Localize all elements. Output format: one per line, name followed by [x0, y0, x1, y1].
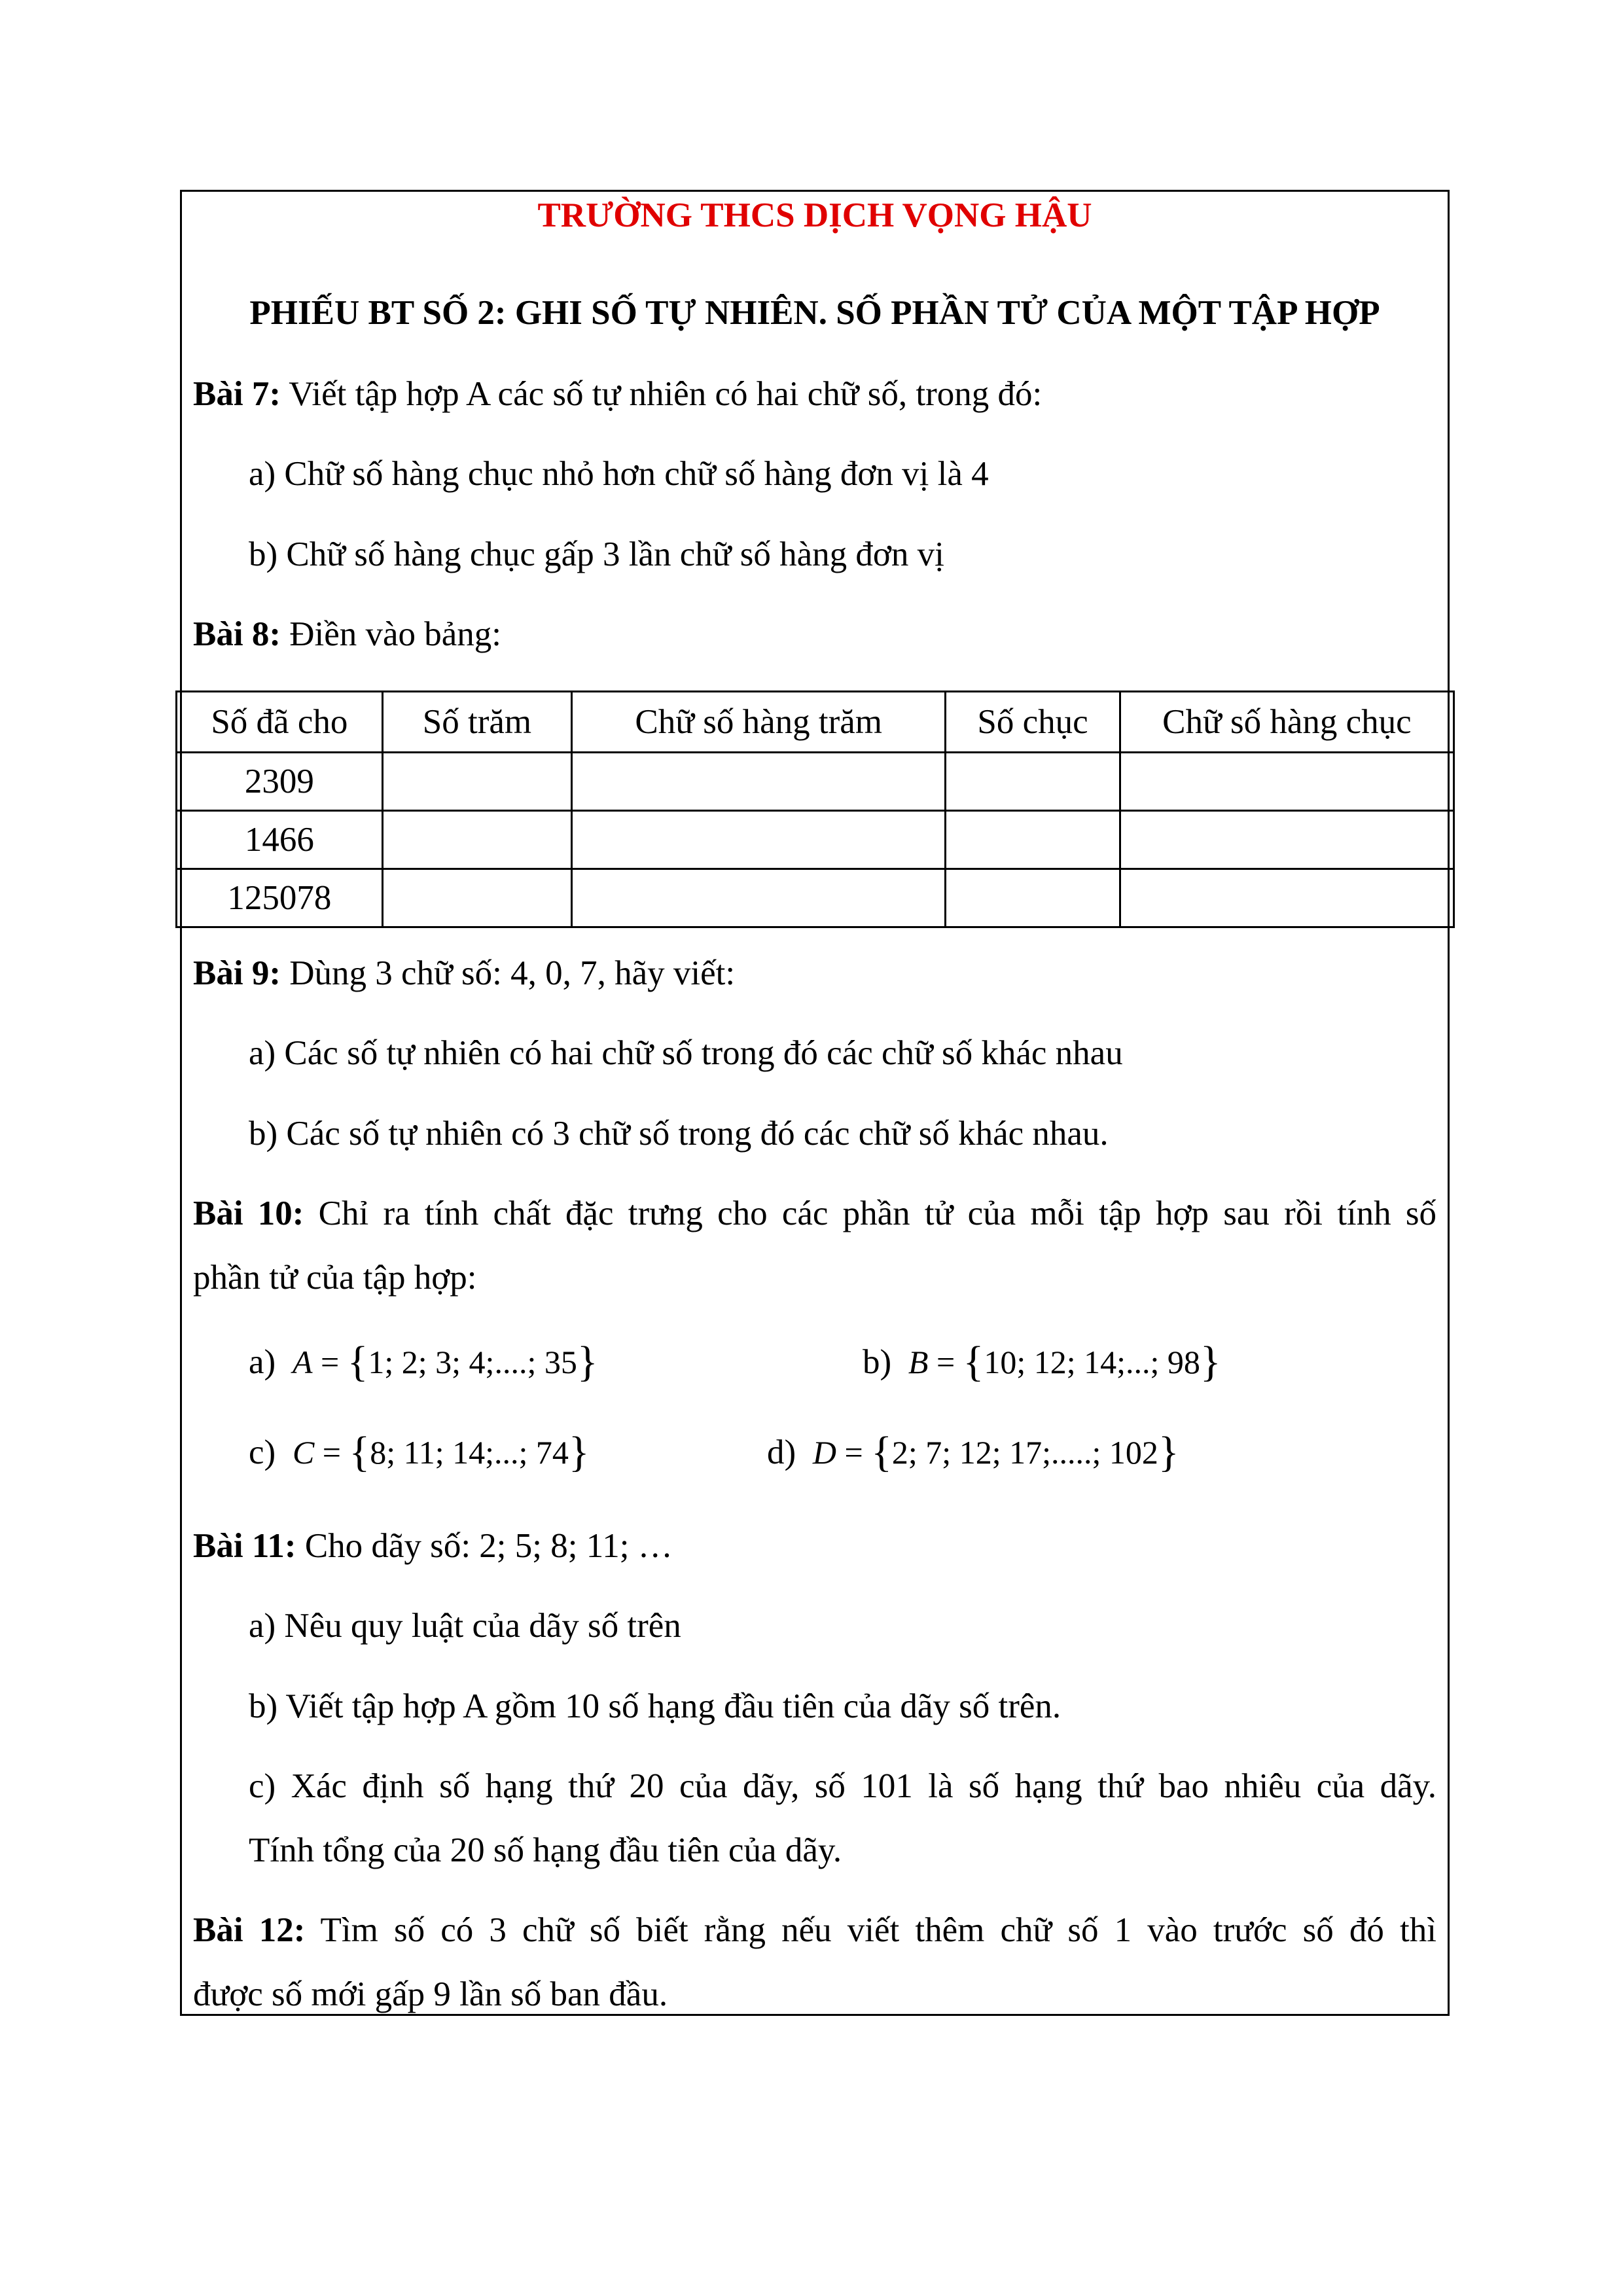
bai11-c: c) Xác định số hạng thứ 20 của dãy, số 101 là số hạng thứ bao nhiêu của dãy.	[249, 1767, 1436, 1805]
bai10-label: Bài 10:	[193, 1194, 304, 1232]
bai9-label: Bài 9:	[193, 954, 281, 992]
table-row	[177, 753, 1454, 811]
table-header: Chữ số hàng chục	[1120, 692, 1454, 753]
table-cell-empty[interactable]	[946, 811, 1120, 869]
set-d-name: D	[812, 1434, 837, 1471]
bai9-prompt	[193, 952, 735, 994]
set-a-elements: 1; 2; 3; 4;....; 35	[368, 1344, 577, 1380]
set-d: d) D = {2; 7; 12; 17;.....; 102}	[767, 1428, 1179, 1476]
bai9-text: Dùng 3 chữ số: 4, 0, 7, hãy viết:	[280, 954, 736, 992]
bai12-prompt	[193, 1909, 1436, 1951]
table-cell-given: 2309	[177, 753, 383, 811]
set-a-name: A	[292, 1344, 313, 1380]
fill-in-table	[175, 691, 1455, 928]
bai11-b: b) Viết tập hợp A gồm 10 số hạng đầu tiên của dãy số trên.	[249, 1687, 1061, 1725]
bai11-text: Cho dãy số: 2; 5; 8; 11; …	[296, 1527, 673, 1565]
table-cell-empty[interactable]	[572, 811, 946, 869]
table-cell-given: 125078	[177, 869, 383, 927]
worksheet-title: PHIẾU BT SỐ 2: GHI SỐ TỰ NHIÊN. SỐ PHẦN TỬ CỦA MỘT TẬP HỢP	[249, 294, 1380, 332]
bai11-label: Bài 11:	[193, 1527, 296, 1565]
set-c-elements: 8; 11; 14;...; 74	[370, 1434, 569, 1471]
bai8-text: Điền vào bảng:	[280, 615, 502, 653]
table-cell-empty[interactable]	[1120, 811, 1454, 869]
set-c-label: c)	[249, 1433, 276, 1471]
bai10-prompt-cont: phần tử của tập hợp:	[193, 1259, 477, 1297]
table-cell-empty[interactable]	[946, 869, 1120, 927]
table-cell-empty[interactable]	[1120, 753, 1454, 811]
set-c-name: C	[292, 1434, 315, 1471]
bai9-a: a) Các số tự nhiên có hai chữ số trong đó các chữ số khác nhau	[249, 1034, 1123, 1072]
bai7-label: Bài 7:	[193, 375, 281, 413]
table-cell-empty[interactable]	[382, 753, 572, 811]
bai11-a: a) Nêu quy luật của dãy số trên	[249, 1607, 681, 1645]
set-b-label: b)	[863, 1343, 892, 1381]
set-d-elements: 2; 7; 12; 17;.....; 102	[891, 1434, 1158, 1471]
table-cell-given: 1466	[177, 811, 383, 869]
set-c: c) C = {8; 11; 14;...; 74}	[249, 1428, 590, 1476]
bai11-c-cont: Tính tổng của 20 số hạng đầu tiên của dãy.	[249, 1831, 842, 1869]
bai10-text: Chỉ ra tính chất đặc trưng cho các phần tử của mỗi tập hợp sau rồi tính số	[304, 1194, 1436, 1232]
bai10-prompt	[193, 1193, 1436, 1234]
table-cell-empty[interactable]	[382, 869, 572, 927]
table-cell-empty[interactable]	[572, 753, 946, 811]
table-header-row	[177, 692, 1454, 753]
table-cell-empty[interactable]	[382, 811, 572, 869]
bai12-prompt-cont: được số mới gấp 9 lần số ban đầu.	[193, 1975, 668, 2013]
set-d-label: d)	[767, 1433, 796, 1471]
set-b-name: B	[908, 1344, 929, 1380]
bai7-b: b) Chữ số hàng chục gấp 3 lần chữ số hàng đơn vị	[249, 535, 944, 573]
table-cell-empty[interactable]	[572, 869, 946, 927]
table-header: Chữ số hàng trăm	[572, 692, 946, 753]
bai12-label: Bài 12:	[193, 1911, 306, 1949]
bai7-a: a) Chữ số hàng chục nhỏ hơn chữ số hàng đơn vị là 4	[249, 455, 989, 493]
set-a: a) A = {1; 2; 3; 4;....; 35}	[249, 1338, 598, 1386]
bai7-text: Viết tập hợp A các số tự nhiên có hai chữ số, trong đó:	[280, 375, 1043, 413]
bai12-text: Tìm số có 3 chữ số biết rằng nếu viết thêm chữ số 1 vào trước số đó thì	[305, 1911, 1436, 1949]
bai8-prompt	[193, 613, 501, 655]
table-cell-empty[interactable]	[1120, 869, 1454, 927]
bai9-b: b) Các số tự nhiên có 3 chữ số trong đó các chữ số khác nhau.	[249, 1115, 1109, 1153]
school-name: TRƯỜNG THCS DỊCH VỌNG HẬU	[537, 196, 1092, 234]
bai8-label: Bài 8:	[193, 615, 281, 653]
set-b-elements: 10; 12; 14;...; 98	[984, 1344, 1200, 1380]
table-row	[177, 869, 1454, 927]
table-header: Số chục	[946, 692, 1120, 753]
table-cell-empty[interactable]	[946, 753, 1120, 811]
table-header: Số trăm	[382, 692, 572, 753]
set-b: b) B = {10; 12; 14;...; 98}	[863, 1338, 1221, 1386]
table-header: Số đã cho	[177, 692, 383, 753]
table-row	[177, 811, 1454, 869]
set-a-label: a)	[249, 1343, 276, 1381]
bai11-prompt	[193, 1525, 673, 1567]
bai7-prompt	[193, 373, 1042, 415]
